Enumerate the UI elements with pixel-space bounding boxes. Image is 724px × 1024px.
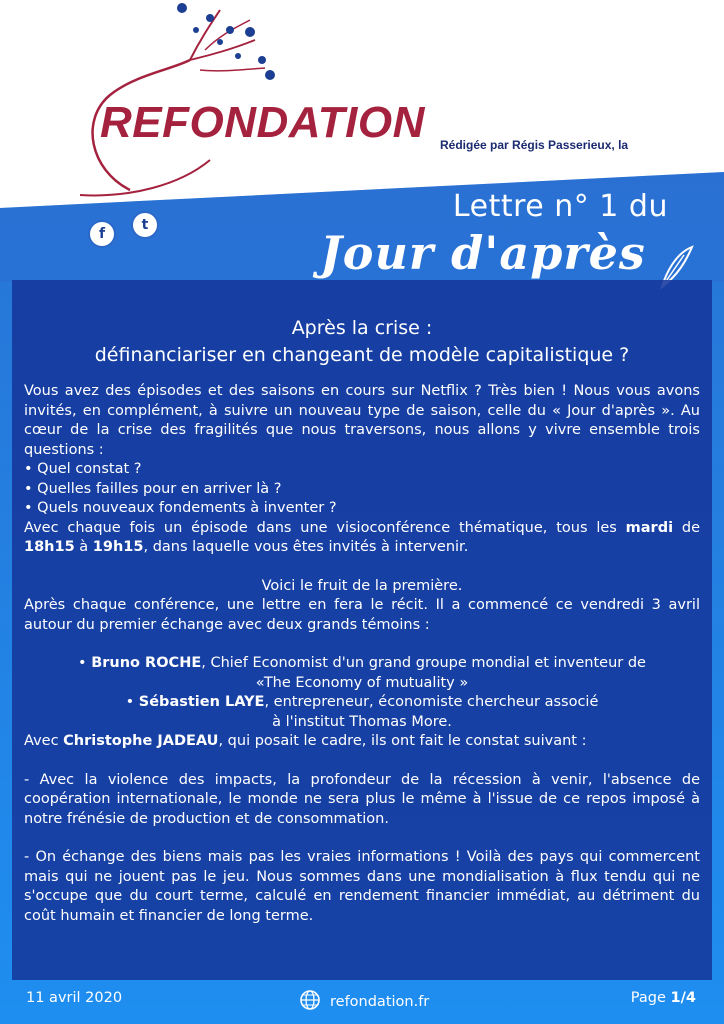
witness-2-role: à l'institut Thomas More.	[272, 713, 452, 730]
footer-date: 11 avril 2020	[26, 990, 123, 1006]
witness-1-role: «The Economy of mutuality »	[255, 674, 469, 691]
schedule-paragraph: Avec chaque fois un épisode dans une visioconférence thématique, tous les mardi de 18h15 à 19h15, dans laquelle vous êtes invités à intervenir.	[24, 519, 701, 555]
point-1: - Avec la violence des impacts, la profondeur de la récession à venir, l'absence de coopération internationale, le monde ne sera plus le même à l'issue de ce repos imposé à notre frénésie de production et de consommation.	[24, 771, 700, 827]
witness-2: • Sébastien LAYE, entrepreneur, économiste chercheur associé	[125, 694, 599, 710]
first-fruit: Voici le fruit de la première.	[261, 577, 463, 594]
letter-number: Lettre n° 1 du	[452, 189, 668, 224]
after-conference-paragraph: Après chaque conférence, une lettre en fera le récit. Il a commencé ce vendredi 3 avril autour du premier échange avec deux grands témoins :	[24, 597, 700, 633]
byline: Rédigée par Régis Passerieux, la	[440, 138, 629, 152]
witness-1: • Bruno ROCHE, Chief Economist d'un grand groupe mondial et inventeur de	[78, 655, 646, 671]
globe-icon	[300, 990, 320, 1010]
question-2: • Quelles failles pour en arriver là ?	[24, 480, 282, 497]
article-title	[20, 315, 704, 369]
question-3: • Quels nouveaux fondements à inventer ?	[24, 500, 337, 516]
point-2: - On échange des biens mais pas les vraies informations ! Voilà des pays qui commercent mais qui ne jouent pas le jeu. Nous sommes dans une mondialisation à flux tendu qui ne s'occupe que du court terme, calculé en rendement financier immédiat, au détriment du coût humain et financier de long terme.	[24, 849, 700, 924]
article-body	[24, 382, 700, 926]
series-title: Jour d'après	[320, 226, 646, 280]
title-line-1: Après la crise :	[291, 317, 433, 339]
footer-page-number: Page 1/4	[630, 990, 696, 1006]
facebook-icon[interactable]: f	[90, 222, 114, 246]
title-line-2: définanciariser en changeant de modèle capitalistique ?	[94, 344, 630, 366]
brand-wordmark: REFONDATION	[100, 98, 425, 147]
twitter-icon[interactable]: t	[133, 213, 157, 237]
intro-paragraph: Vous avez des épisodes et des saisons en cours sur Netflix ? Très bien ! Nous vous avons invités, en complément, à suivre un nouveau type de saison, celle du « Jour d'après ». Au cœur de la crise des fragilités que nous traversons, nous allons y vivre ensemble trois questions :	[24, 383, 700, 458]
footer-site-link[interactable]: refondation.fr	[300, 990, 429, 1010]
framing-paragraph: Avec Christophe JADEAU, qui posait le cadre, ils ont fait le constat suivant :	[24, 733, 587, 749]
question-1: • Quel constat ?	[24, 461, 142, 477]
